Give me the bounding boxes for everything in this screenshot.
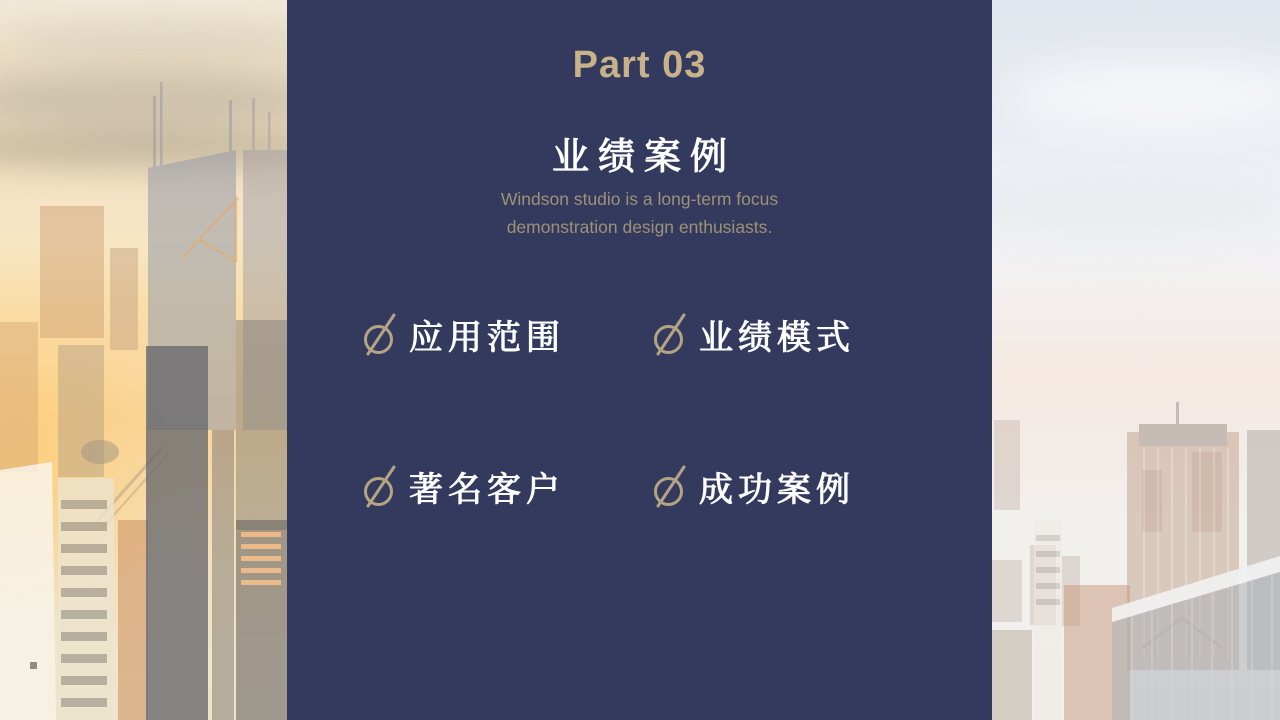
right-background-photo <box>992 0 1280 720</box>
slide-center-panel <box>287 0 992 720</box>
slide-title: 业绩案例 <box>552 136 736 177</box>
menu-item-label: 应用范围 <box>409 318 565 357</box>
left-city-skyline <box>0 0 287 720</box>
right-city-skyline <box>992 0 1280 720</box>
slashed-circle-icon <box>653 463 690 510</box>
menu-item-label: 成功案例 <box>699 470 855 509</box>
menu-item-application-scope <box>363 306 565 362</box>
menu-item-performance-model <box>653 306 855 362</box>
menu-item-success-cases <box>653 458 855 514</box>
menu-item-label: 著名客户 <box>409 470 565 509</box>
menu-item-label: 业绩模式 <box>699 318 855 357</box>
menu-item-famous-clients <box>363 458 565 514</box>
slashed-circle-icon <box>363 311 400 358</box>
subtitle-line-1: Windson studio is a long-term focus <box>500 189 779 209</box>
slashed-circle-icon <box>363 463 400 510</box>
left-background-photo <box>0 0 287 720</box>
subtitle-line-2: demonstration design enthusiasts. <box>506 217 773 237</box>
slide-subtitle <box>287 185 992 241</box>
part-number-label: Part 03 <box>572 44 707 86</box>
slashed-circle-icon <box>653 311 690 358</box>
